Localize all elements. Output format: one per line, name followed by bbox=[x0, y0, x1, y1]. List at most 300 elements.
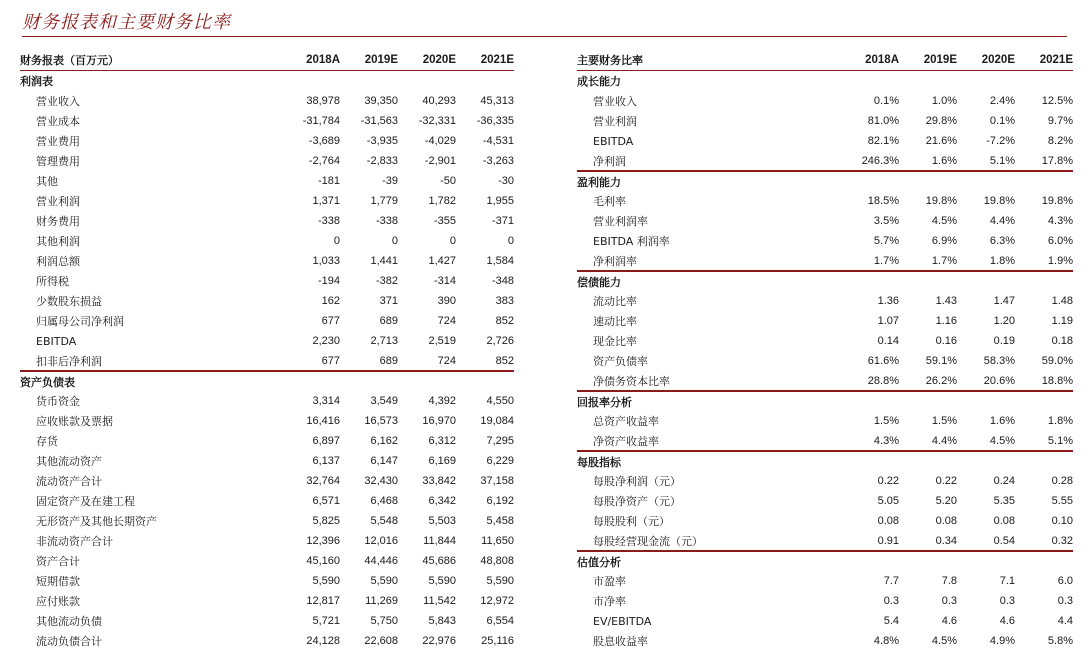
cell-value: 2.4% bbox=[989, 95, 1015, 107]
cell-value: 5.1% bbox=[989, 154, 1015, 167]
table-row bbox=[577, 591, 1073, 611]
cell-value: 32,764 bbox=[306, 475, 340, 487]
table-row bbox=[577, 491, 1073, 511]
cell-value: 7.8 bbox=[941, 575, 957, 587]
cell-value: 5.05 bbox=[877, 495, 899, 507]
cell-value: 12,396 bbox=[306, 535, 340, 547]
cell-value: 1.6% bbox=[989, 415, 1015, 427]
cell-value: -50 bbox=[440, 175, 456, 187]
row-label: 净利润 bbox=[593, 154, 626, 168]
cell-value: 1,955 bbox=[486, 195, 514, 207]
cell-value: 1,584 bbox=[486, 255, 514, 267]
cell-value: -31,563 bbox=[360, 115, 398, 127]
cell-value: 6,229 bbox=[486, 455, 514, 467]
cell-value: 2,230 bbox=[312, 335, 340, 347]
row-label: 归属母公司净利润 bbox=[36, 315, 124, 328]
cell-value: 0.18 bbox=[1051, 335, 1073, 347]
table-row bbox=[20, 351, 514, 371]
cell-value: 11,844 bbox=[423, 535, 456, 547]
section-title: 估值分析 bbox=[577, 555, 621, 569]
cell-value: 1.8% bbox=[989, 254, 1015, 267]
cell-value: 16,416 bbox=[306, 415, 340, 427]
cell-value: 12,972 bbox=[480, 595, 514, 607]
cell-value: 4.4% bbox=[931, 434, 957, 447]
cell-value: 6,571 bbox=[312, 495, 340, 507]
cell-value: 1,779 bbox=[370, 195, 398, 207]
year-column-header: 2021E bbox=[480, 53, 514, 66]
row-label: 财务费用 bbox=[36, 215, 80, 228]
cell-value: 689 bbox=[379, 354, 398, 367]
cell-value: 6,147 bbox=[370, 455, 398, 467]
cell-value: 4.5% bbox=[931, 635, 957, 647]
cell-value: 59.0% bbox=[1041, 355, 1073, 367]
cell-value: 20.6% bbox=[983, 374, 1015, 387]
cell-value: 724 bbox=[437, 354, 456, 367]
cell-value: 21.6% bbox=[925, 135, 957, 147]
cell-value: 1,441 bbox=[370, 255, 398, 267]
cell-value: 58.3% bbox=[983, 355, 1015, 367]
cell-value: 0.08 bbox=[877, 515, 899, 527]
cell-value: 0.91 bbox=[877, 534, 899, 547]
cell-value: 246.3% bbox=[861, 154, 899, 167]
row-label: 流动资产合计 bbox=[36, 475, 102, 488]
year-column-header: 2021E bbox=[1039, 53, 1073, 66]
cell-value: -382 bbox=[375, 275, 398, 287]
row-label: 其他利润 bbox=[36, 235, 80, 248]
cell-value: 45,686 bbox=[422, 555, 456, 567]
cell-value: 5.4 bbox=[883, 615, 899, 627]
section-header-row bbox=[577, 171, 1073, 191]
cell-value: 0.24 bbox=[993, 475, 1015, 487]
cell-value: 852 bbox=[495, 354, 514, 367]
row-label: 营业利润 bbox=[593, 115, 637, 128]
cell-value: 0.22 bbox=[935, 475, 957, 487]
table-row bbox=[20, 211, 514, 231]
cell-value: 0.32 bbox=[1051, 534, 1073, 547]
table-row bbox=[20, 571, 514, 591]
cell-value: 33,842 bbox=[422, 475, 456, 487]
cell-value: 5,590 bbox=[486, 575, 514, 587]
cell-value: -338 bbox=[317, 215, 340, 227]
row-label: 每股净资产（元） bbox=[593, 495, 681, 508]
row-label: 存货 bbox=[36, 435, 58, 448]
table-row bbox=[20, 591, 514, 611]
cell-value: 0.34 bbox=[935, 534, 957, 547]
row-label: EBITDA 利润率 bbox=[593, 235, 670, 248]
cell-value: 7.1 bbox=[999, 575, 1015, 587]
cell-value: 81.0% bbox=[867, 115, 899, 127]
section-title: 回报率分析 bbox=[577, 395, 632, 409]
row-label: 扣非后净利润 bbox=[36, 354, 102, 368]
row-label: EBITDA bbox=[593, 134, 634, 148]
cell-value: -32,331 bbox=[418, 115, 456, 127]
section-header-row bbox=[20, 71, 514, 91]
table-row bbox=[577, 471, 1073, 491]
cell-value: 1.5% bbox=[931, 415, 957, 427]
row-label: 市盈率 bbox=[593, 575, 626, 588]
cell-value: 2,519 bbox=[428, 335, 456, 347]
table-row bbox=[20, 131, 514, 151]
section-header-row bbox=[577, 391, 1073, 411]
row-label: 应付账款 bbox=[36, 595, 80, 608]
table-row bbox=[577, 511, 1073, 531]
cell-value: -348 bbox=[491, 275, 514, 287]
cell-value: 4,392 bbox=[428, 395, 456, 407]
row-label: 所得税 bbox=[36, 275, 69, 288]
cell-value: 724 bbox=[437, 315, 456, 327]
cell-value: 1.36 bbox=[877, 295, 899, 307]
cell-value: 59.1% bbox=[925, 355, 957, 367]
cell-value: 12,817 bbox=[306, 595, 340, 607]
cell-value: 5,590 bbox=[370, 575, 398, 587]
cell-value: 28.8% bbox=[867, 374, 899, 387]
financial-ratios-table bbox=[577, 49, 1073, 651]
section-title: 资产负债表 bbox=[20, 375, 75, 389]
cell-value: 677 bbox=[321, 315, 340, 327]
cell-value: 12,016 bbox=[364, 535, 398, 547]
table-row bbox=[20, 151, 514, 171]
table-row bbox=[20, 431, 514, 451]
year-column-header: 2018A bbox=[306, 53, 340, 66]
table-row bbox=[20, 451, 514, 471]
cell-value: 18.8% bbox=[1041, 374, 1073, 387]
cell-value: 48,808 bbox=[480, 555, 514, 567]
row-label: 每股净利润（元） bbox=[593, 475, 681, 488]
cell-value: 1.7% bbox=[931, 254, 957, 267]
cell-value: 24,128 bbox=[306, 635, 340, 647]
row-label: EBITDA bbox=[36, 334, 77, 348]
year-column-header: 2018A bbox=[865, 53, 899, 66]
cell-value: 16,573 bbox=[364, 415, 398, 427]
year-column-header: 2020E bbox=[981, 53, 1015, 66]
cell-value: -355 bbox=[433, 215, 456, 227]
row-label: 营业利润率 bbox=[593, 215, 648, 228]
cell-value: 0 bbox=[333, 235, 340, 247]
cell-value: 11,269 bbox=[365, 595, 398, 607]
cell-value: -3,935 bbox=[366, 135, 398, 147]
cell-value: 5,548 bbox=[370, 515, 398, 527]
cell-value: -314 bbox=[433, 275, 456, 287]
cell-value: 1.8% bbox=[1047, 415, 1073, 427]
cell-value: 5.35 bbox=[993, 495, 1015, 507]
cell-value: -36,335 bbox=[476, 115, 514, 127]
row-label: 现金比率 bbox=[593, 335, 637, 348]
row-label: 速动比率 bbox=[593, 315, 637, 328]
row-label: 固定资产及在建工程 bbox=[36, 495, 135, 508]
table-row bbox=[20, 471, 514, 491]
table-row bbox=[20, 511, 514, 531]
table-row bbox=[20, 191, 514, 211]
cell-value: 1.43 bbox=[935, 295, 957, 307]
cell-value: 16,970 bbox=[422, 415, 456, 427]
cell-value: 19.8% bbox=[1041, 195, 1073, 207]
cell-value: 12.5% bbox=[1041, 95, 1073, 107]
table-row bbox=[20, 231, 514, 251]
table-row bbox=[20, 331, 514, 351]
section-header-row bbox=[577, 71, 1073, 91]
cell-value: 11,650 bbox=[481, 535, 514, 547]
table-row bbox=[20, 611, 514, 631]
cell-value: 0.19 bbox=[993, 335, 1015, 347]
cell-value: -2,901 bbox=[424, 155, 456, 167]
table-row bbox=[577, 431, 1073, 451]
cell-value: 6,554 bbox=[486, 615, 514, 627]
cell-value: 6,897 bbox=[312, 435, 340, 447]
cell-value: 40,293 bbox=[422, 95, 456, 107]
cell-value: 4.9% bbox=[989, 635, 1015, 647]
year-column-header: 2019E bbox=[364, 53, 398, 66]
cell-value: 0.14 bbox=[877, 335, 899, 347]
cell-value: -2,764 bbox=[308, 155, 340, 167]
cell-value: 32,430 bbox=[364, 475, 398, 487]
table-row bbox=[577, 351, 1073, 371]
cell-value: 39,350 bbox=[364, 95, 398, 107]
cell-value: 5.7% bbox=[873, 235, 899, 247]
cell-value: -2,833 bbox=[366, 155, 398, 167]
cell-value: 2,713 bbox=[370, 335, 398, 347]
row-label: 股息收益率 bbox=[593, 635, 648, 648]
table-row bbox=[577, 311, 1073, 331]
cell-value: 4.3% bbox=[1047, 215, 1073, 227]
table-row bbox=[20, 391, 514, 411]
cell-value: 1.9% bbox=[1047, 254, 1073, 267]
cell-value: 2,726 bbox=[486, 335, 514, 347]
cell-value: 1.48 bbox=[1051, 295, 1073, 307]
cell-value: 5.1% bbox=[1047, 434, 1073, 447]
cell-value: 5.8% bbox=[1047, 635, 1073, 647]
cell-value: 61.6% bbox=[867, 355, 899, 367]
cell-value: 1.19 bbox=[1051, 315, 1073, 327]
cell-value: 852 bbox=[495, 315, 514, 327]
cell-value: -7.2% bbox=[986, 135, 1015, 147]
cell-value: 4,550 bbox=[486, 395, 514, 407]
cell-value: -4,531 bbox=[482, 135, 514, 147]
cell-value: 0 bbox=[391, 235, 398, 247]
table-row bbox=[20, 171, 514, 191]
table-row bbox=[577, 231, 1073, 251]
cell-value: 5,825 bbox=[312, 515, 340, 527]
cell-value: 1.07 bbox=[877, 315, 899, 327]
table-row bbox=[20, 91, 514, 111]
cell-value: 17.8% bbox=[1041, 154, 1073, 167]
cell-value: 6.9% bbox=[931, 235, 957, 247]
cell-value: 5,590 bbox=[428, 575, 456, 587]
cell-value: -31,784 bbox=[302, 115, 340, 127]
row-label: 其他流动资产 bbox=[36, 455, 102, 468]
cell-value: 8.2% bbox=[1047, 135, 1073, 147]
cell-value: 1,427 bbox=[428, 255, 456, 267]
cell-value: 0 bbox=[507, 235, 514, 247]
row-label: 其他流动负债 bbox=[36, 615, 102, 628]
row-label: 资产合计 bbox=[36, 555, 80, 568]
row-label: 流动负债合计 bbox=[36, 635, 102, 648]
cell-value: 5,458 bbox=[486, 515, 514, 527]
row-label: 毛利率 bbox=[593, 195, 626, 208]
cell-value: 0.1% bbox=[873, 95, 899, 107]
cell-value: 3,314 bbox=[312, 395, 340, 407]
cell-value: 6,162 bbox=[370, 435, 398, 447]
row-label: 净利润率 bbox=[593, 254, 637, 268]
table-row bbox=[20, 111, 514, 131]
table-row bbox=[20, 551, 514, 571]
table-row bbox=[20, 411, 514, 431]
cell-value: -3,689 bbox=[308, 135, 340, 147]
row-label: EV/EBITDA bbox=[593, 614, 652, 628]
cell-value: 5,750 bbox=[370, 615, 398, 627]
table-row bbox=[577, 131, 1073, 151]
cell-value: 1.16 bbox=[935, 315, 957, 327]
cell-value: 6,468 bbox=[370, 495, 398, 507]
cell-value: 1,371 bbox=[312, 195, 340, 207]
row-label: 市净率 bbox=[593, 595, 626, 608]
table-row bbox=[20, 631, 514, 651]
financial-statements-table bbox=[20, 49, 514, 651]
section-title: 成长能力 bbox=[577, 75, 621, 88]
table-row bbox=[577, 151, 1073, 171]
cell-value: 0.3 bbox=[1057, 595, 1073, 607]
cell-value: 5.55 bbox=[1051, 495, 1073, 507]
cell-value: 45,313 bbox=[480, 95, 514, 107]
cell-value: 1,033 bbox=[312, 255, 340, 267]
cell-value: 5,503 bbox=[428, 515, 456, 527]
cell-value: 4.6 bbox=[941, 615, 957, 627]
cell-value: 1.7% bbox=[873, 254, 899, 267]
cell-value: 6.0% bbox=[1047, 235, 1073, 247]
cell-value: -39 bbox=[382, 175, 398, 187]
cell-value: 26.2% bbox=[925, 374, 957, 387]
table-row bbox=[20, 271, 514, 291]
cell-value: 45,160 bbox=[306, 555, 340, 567]
row-label: 营业利润 bbox=[36, 195, 80, 208]
cell-value: 22,608 bbox=[364, 635, 398, 647]
section-header-row bbox=[577, 551, 1073, 571]
cell-value: -4,029 bbox=[424, 135, 456, 147]
table-row bbox=[20, 291, 514, 311]
section-title: 利润表 bbox=[20, 75, 53, 88]
year-column-header: 2020E bbox=[422, 53, 456, 66]
cell-value: 0.1% bbox=[989, 115, 1015, 127]
cell-value: 0.28 bbox=[1051, 475, 1073, 487]
cell-value: 677 bbox=[321, 354, 340, 367]
cell-value: 1.20 bbox=[993, 315, 1015, 327]
table-header-row bbox=[20, 49, 514, 71]
cell-value: 29.8% bbox=[925, 115, 957, 127]
cell-value: -338 bbox=[375, 215, 398, 227]
table-row bbox=[577, 371, 1073, 391]
row-label: 每股股利（元） bbox=[593, 515, 670, 528]
table-row bbox=[577, 531, 1073, 551]
cell-value: 5,590 bbox=[312, 575, 340, 587]
table-header-label: 财务报表（百万元） bbox=[20, 53, 119, 67]
cell-value: 1,782 bbox=[428, 195, 456, 207]
table-header-label: 主要财务比率 bbox=[577, 53, 643, 67]
row-label: 非流动资产合计 bbox=[36, 535, 113, 548]
cell-value: 37,158 bbox=[480, 475, 514, 487]
table-row bbox=[20, 311, 514, 331]
cell-value: 3,549 bbox=[370, 395, 398, 407]
row-label: 其他 bbox=[36, 175, 58, 188]
row-label: 应收账款及票据 bbox=[36, 415, 113, 428]
cell-value: 6,137 bbox=[312, 455, 340, 467]
page-title: 财务报表和主要财务比率 bbox=[22, 12, 231, 33]
cell-value: 1.6% bbox=[931, 154, 957, 167]
cell-value: 0.08 bbox=[935, 515, 957, 527]
row-label: 营业成本 bbox=[36, 115, 80, 128]
cell-value: 0.08 bbox=[993, 515, 1015, 527]
table-row bbox=[577, 411, 1073, 431]
cell-value: 18.5% bbox=[867, 195, 899, 207]
cell-value: 19,084 bbox=[480, 415, 514, 427]
cell-value: 1.0% bbox=[931, 95, 957, 107]
cell-value: 6,169 bbox=[428, 455, 456, 467]
row-label: 营业收入 bbox=[593, 95, 637, 108]
row-label: 净债务资本比率 bbox=[593, 374, 670, 388]
cell-value: 19.8% bbox=[925, 195, 957, 207]
cell-value: 4.4% bbox=[989, 215, 1015, 227]
cell-value: 5.20 bbox=[935, 495, 957, 507]
cell-value: 162 bbox=[321, 295, 340, 307]
section-title: 盈利能力 bbox=[577, 175, 621, 189]
row-label: 少数股东损益 bbox=[36, 295, 102, 308]
cell-value: 0.54 bbox=[993, 534, 1015, 547]
table-row bbox=[577, 111, 1073, 131]
cell-value: 7.7 bbox=[883, 575, 899, 587]
cell-value: -194 bbox=[317, 275, 340, 287]
cell-value: 3.5% bbox=[873, 215, 899, 227]
year-column-header: 2019E bbox=[923, 53, 957, 66]
row-label: 每股经营现金流（元） bbox=[593, 534, 703, 548]
row-label: 净资产收益率 bbox=[593, 434, 659, 448]
cell-value: 44,446 bbox=[364, 555, 398, 567]
cell-value: -181 bbox=[317, 175, 340, 187]
section-header-row bbox=[577, 451, 1073, 471]
cell-value: 4.3% bbox=[873, 434, 899, 447]
row-label: 管理费用 bbox=[36, 155, 80, 168]
cell-value: 6,192 bbox=[486, 495, 514, 507]
cell-value: 5,721 bbox=[312, 615, 340, 627]
row-label: 短期借款 bbox=[36, 575, 80, 588]
cell-value: 4.4 bbox=[1057, 615, 1073, 627]
row-label: 利润总额 bbox=[36, 255, 80, 268]
cell-value: 1.47 bbox=[993, 295, 1015, 307]
table-row bbox=[20, 491, 514, 511]
cell-value: -3,263 bbox=[482, 155, 514, 167]
table-row bbox=[577, 91, 1073, 111]
cell-value: 38,978 bbox=[306, 95, 340, 107]
row-label: 营业收入 bbox=[36, 95, 80, 108]
cell-value: 689 bbox=[379, 315, 398, 327]
row-label: 总资产收益率 bbox=[593, 415, 659, 428]
cell-value: 0.22 bbox=[877, 475, 899, 487]
cell-value: 19.8% bbox=[983, 195, 1015, 207]
cell-value: 6,312 bbox=[428, 435, 456, 447]
cell-value: 383 bbox=[495, 295, 514, 307]
cell-value: 22,976 bbox=[422, 635, 456, 647]
row-label: 资产负债率 bbox=[593, 355, 648, 368]
cell-value: 4.5% bbox=[931, 215, 957, 227]
table-row bbox=[20, 251, 514, 271]
row-label: 货币资金 bbox=[36, 395, 80, 408]
cell-value: 11,542 bbox=[423, 595, 456, 607]
cell-value: 371 bbox=[379, 295, 398, 307]
cell-value: 4.8% bbox=[873, 635, 899, 647]
table-row bbox=[577, 191, 1073, 211]
cell-value: 25,116 bbox=[481, 635, 514, 647]
cell-value: 0.3 bbox=[883, 595, 899, 607]
cell-value: 4.5% bbox=[989, 434, 1015, 447]
cell-value: 6.0 bbox=[1057, 575, 1073, 587]
cell-value: -30 bbox=[498, 175, 514, 187]
